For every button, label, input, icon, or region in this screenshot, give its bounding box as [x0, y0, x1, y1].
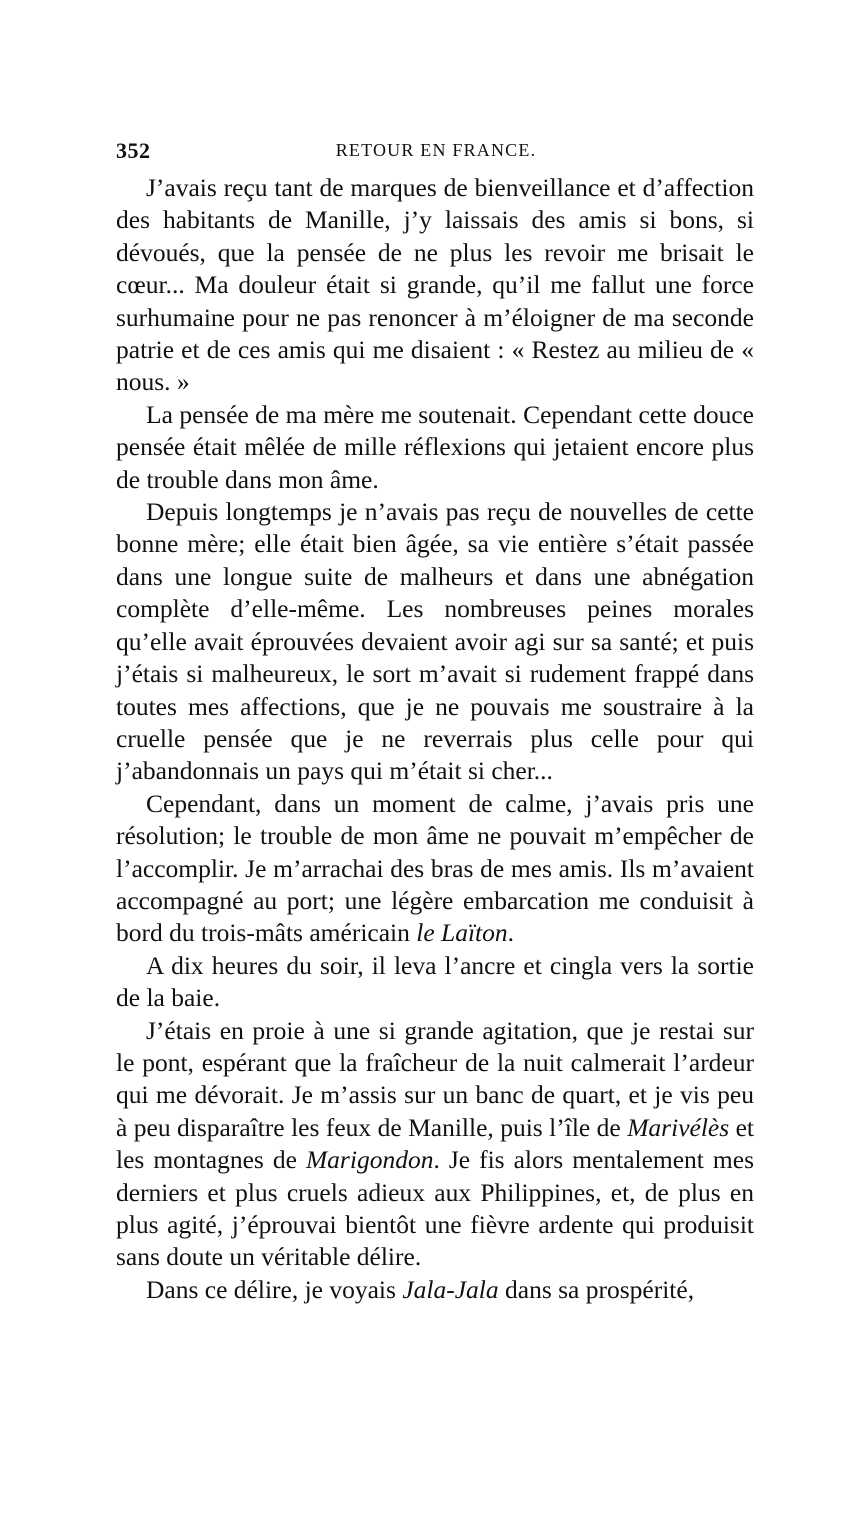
body-text — [116, 172, 754, 1306]
page-number: 352 — [116, 138, 151, 163]
paragraph-delirium-text: Dans ce délire, je voyais — [146, 1274, 403, 1304]
paragraph-delirium-end: dans sa prospérité, — [498, 1274, 695, 1304]
paragraph-anchor: A dix heures du soir, il leva l’ancre et cingla vers la sortie de la baie. — [116, 950, 754, 1013]
place-marivelès: Marivélès — [627, 1112, 730, 1142]
place-jala-jala: Jala-Jala — [402, 1274, 499, 1304]
paragraph-agitation-text: J’étais en proie à une si grande agitation, que je restai sur le pont, espérant que la fraîcheur de la nuit calmerait l’ardeur qui me dévorait. Je m’assis sur un banc de quart, et je vis peu à peu disparaître les feux de Manille, puis l’île de — [116, 1015, 754, 1142]
paragraph-departure — [116, 788, 754, 950]
page-header — [116, 138, 756, 168]
running-title: RETOUR EN FRANCE. — [335, 140, 537, 160]
paragraph-mother-news: Depuis longtemps je n’avais pas reçu de nouvelles de cette bonne mère; elle était bien âgée, sa vie entière s’était passée dans une longue suite de malheurs et dans une abnégation complète d’elle-même. Les nombreuses peines morales qu’elle avait éprouvées devaient avoir agi sur sa santé; et puis j’étais si malheureux, le sort m’avait si rudement frappé dans toutes mes affections, que je ne pouvais me soustraire à la cruelle pensée que je ne reverrais plus celle pour qui j’abandonnais un pays qui m’était si cher... — [116, 497, 754, 786]
paragraph-departure-end: . — [507, 918, 515, 948]
paragraph-departure-text: Cependant, dans un moment de calme, j’avais pris une résolution; le trouble de mon âme ne pouvait m’empêcher de l’accomplir. Je m’arrachai des bras de mes amis. Ils m’avaient accompagné au port; une légère embarcation me conduisit à bord du trois-mâts américain — [116, 788, 754, 948]
paragraph-agitation — [116, 1015, 754, 1274]
paragraph-agitation-end: . Je fis alors mentalement mes derniers et plus cruels adieux aux Philippines, et, de plus en plus agité, j’éprouvai bientôt une fièvre ardente qui produisit sans doute un véritable délire. — [116, 1145, 754, 1272]
paragraph-agitation-middle: et les montagnes de — [116, 1112, 754, 1175]
paragraph-delirium — [116, 1274, 754, 1306]
ship-name: le Laïton — [416, 918, 508, 948]
paragraph-mother-thought: La pensée de ma mère me soutenait. Cependant cette douce pensée était mêlée de mille réflexions qui jetaient encore plus de trouble dans mon âme. — [116, 399, 754, 494]
paragraph-farewell: J’avais reçu tant de marques de bienveillance et d’affection des habitants de Manille, j’y laissais des amis si bons, si dévoués, que la pensée de ne plus les revoir me brisait le cœur... Ma douleur était si grande, qu’il me fallut une force surhumaine pour ne pas renoncer à m’éloigner de ma seconde patrie et de ces amis qui me disaient : « Restez au milieu de « nous. » — [116, 173, 754, 397]
place-marigondon: Marigondon — [305, 1145, 434, 1175]
